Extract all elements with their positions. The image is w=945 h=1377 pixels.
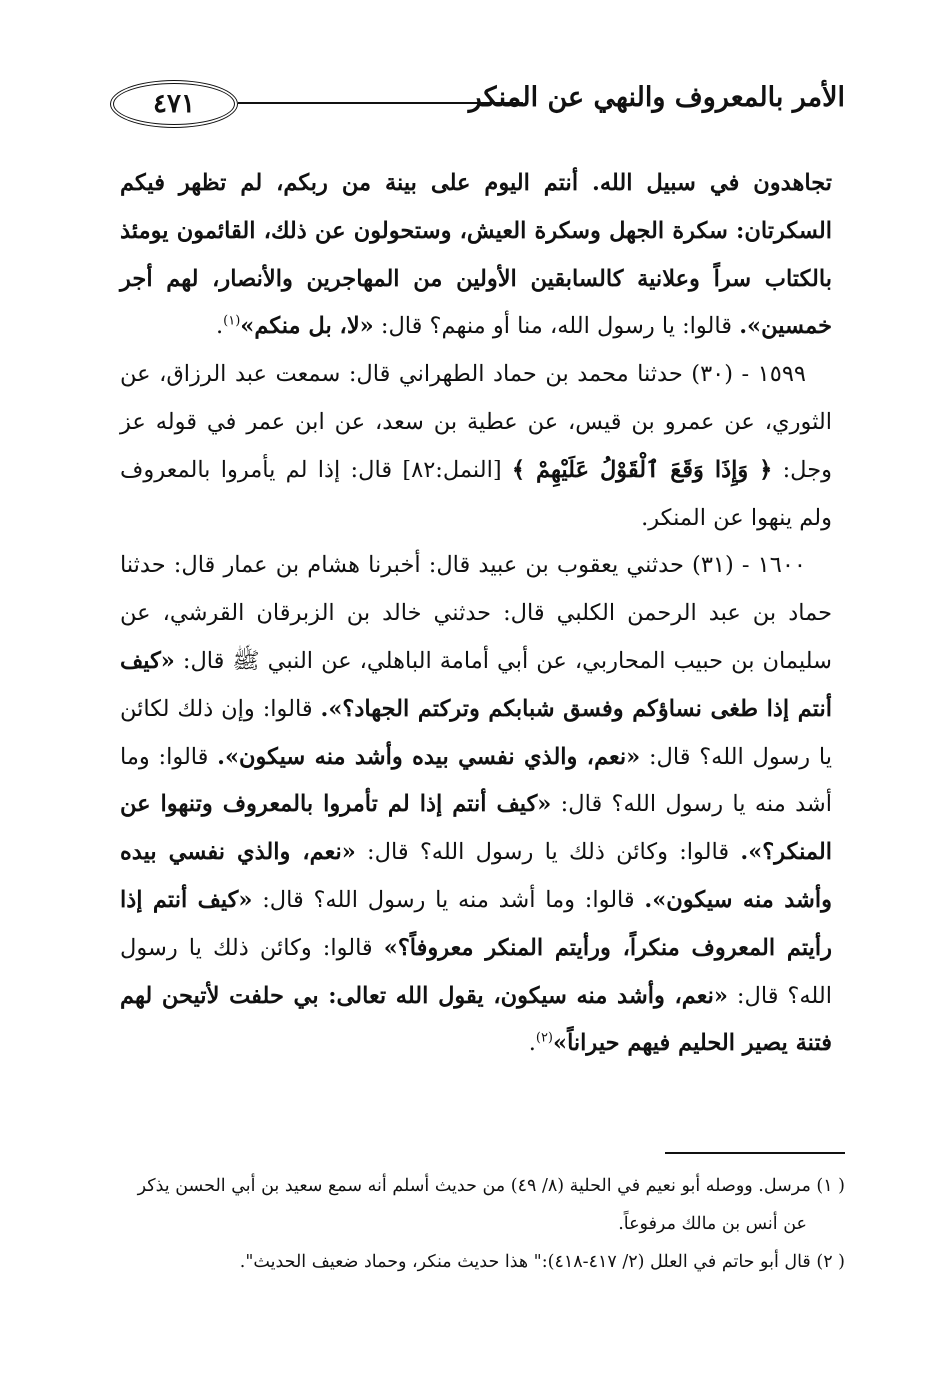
narration-text: قالوا: وما أشد منه يا رسول الله؟ قال: (120, 743, 832, 818)
narration-text: قالوا: يا رسول الله، منا أو منهم؟ قال: (373, 313, 740, 340)
hadith-text: تجاهدون في سبيل الله. أنتم اليوم على بينة من ربكم، لم تظهر فيكم السكرتان: سكرة الجهل وسكرة العيش، وستحولون عن ذلك، القائمون يومئذ بالكتاب سراً وعلانية كالسابقين الأولين من المهاجرين والأنصار، لهم أجر خمسين». (120, 170, 832, 340)
paragraph-1 (120, 160, 832, 351)
footnote-ref-1: (١) (223, 313, 241, 329)
main-text (120, 160, 832, 1068)
page-header (110, 80, 845, 140)
hadith-text: «كيف أنتم إذا طغى نساؤكم وفسق شبابكم وتركتم الجهاد؟». (120, 647, 832, 722)
paragraph-1599 (120, 351, 832, 542)
period: . (528, 1030, 536, 1057)
hadith-text: «نعم، والذي نفسي بيده وأشد منه سيكون». (217, 743, 641, 770)
footnotes (120, 1167, 845, 1281)
hadith-text: «نعم، والذي نفسي بيده وأشد منه سيكون». (120, 839, 832, 913)
paragraph-1600 (120, 542, 832, 1068)
footnote-divider (665, 1152, 845, 1154)
period: . (215, 313, 224, 340)
quran-verse: ﴿ وَإِذَا وَقَعَ ٱلْقَوْلُ عَلَيْهِمْ ﴾ (511, 456, 773, 483)
narration-text: قالوا: وكائن ذلك يا رسول الله؟ قال: (120, 934, 832, 1009)
hadith-text: «كيف أنتم إذا لم تأمروا بالمعروف وتنهوا عن المنكر؟». (120, 791, 832, 866)
footnote-2: ( ٢) قال أبو حاتم في العلل (٢/ ٤١٧-٤١٨):" هذا حديث منكر، وحماد ضعيف الحديث". (239, 1252, 845, 1272)
narration-text: قالوا: وإن ذلك لكائن يا رسول الله؟ قال: (120, 695, 832, 770)
hadith-text: «نعم، وأشد منه سيكون، يقول الله تعالى: بي حلفت لأتيحن لهم فتنة يصير الحليم فيهم حيراناً» (120, 982, 832, 1057)
narration-text: قالوا: وكائن ذلك يا رسول الله؟ قال: (355, 839, 741, 866)
isnad-text: ١٦٠٠ - (٣١) حدثني يعقوب بن عبيد قال: أخبرنا هشام بن عمار قال: حدثنا حماد بن عبد الرحمن الكلبي قال: حدثني خالد بن الزبرقان القرشي، عن سليمان بن حبيب المحاربي، عن أبي أمامة الباهلي، عن النبي ﷺ قال: (120, 552, 832, 674)
narration-text: قالوا: وما أشد منه يا رسول الله؟ قال: (252, 886, 645, 913)
hadith-text: «لا، بل منكم» (240, 313, 374, 340)
running-title: الأمر بالمعروف والنهي عن المنكر (468, 82, 845, 113)
narration-text: [النمل:٨٢] قال: إذا لم يأمروا بالمعروف ولم ينهوا عن المنكر. (120, 456, 832, 531)
footnote-1: ( ١) مرسل. ووصله أبو نعيم في الحلية (٨/ ٤٩) من حديث أسلم أنه سمع سعيد بن أبي الحسن يذكر (137, 1176, 845, 1196)
footnote-ref-2: (٢) (535, 1030, 553, 1046)
footnote-1-continued: عن أنس بن مالك مرفوعاً. (618, 1214, 807, 1234)
page-number: ٤٧١ (110, 80, 238, 128)
isnad-text: ١٥٩٩ - (٣٠) حدثنا محمد بن حماد الطهراني قال: سمعت عبد الرزاق، عن الثوري، عن عمرو بن قيس، عن عطية بن سعد، عن ابن عمر في قوله عز وجل: (120, 361, 832, 483)
hadith-text: «كيف أنتم إذا رأيتم المعروف منكراً، ورأيتم المنكر معروفاً؟» (120, 886, 832, 961)
